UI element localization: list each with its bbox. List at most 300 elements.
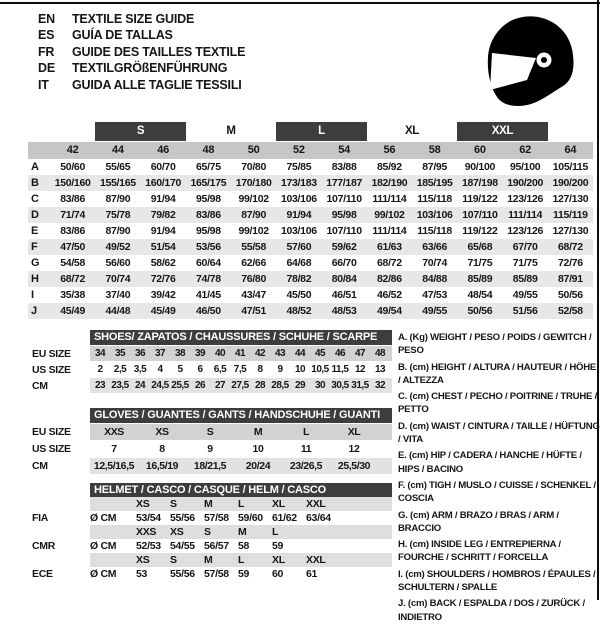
size-group-label: L — [276, 122, 367, 141]
measurement-value: 170/180 — [235, 177, 272, 189]
measurement-value: 83/86 — [60, 225, 86, 237]
helmet-size-label: XL — [272, 498, 285, 510]
measurement-value: 80/84 — [331, 273, 357, 285]
measurement-row — [28, 175, 593, 191]
measurement-letter: H — [31, 273, 39, 285]
gloves-value: M — [253, 426, 263, 438]
gloves-value: 25,5/30 — [337, 460, 371, 472]
measurement-value: 87/90 — [105, 225, 131, 237]
helmet-value: 52/53 — [136, 540, 161, 552]
measurement-value: 99/102 — [238, 193, 269, 205]
shoes-table — [32, 330, 392, 394]
shoes-value: 37 — [154, 348, 166, 359]
measurement-row — [28, 271, 593, 287]
shoes-row-label: CM — [32, 379, 48, 392]
shoes-value: 11,5 — [331, 364, 349, 375]
shoes-value: 31,5 — [351, 380, 369, 391]
measurement-value: 35/38 — [60, 289, 86, 301]
gloves-value: XL — [347, 426, 361, 438]
helmet-value: 61/62 — [272, 512, 297, 524]
helmet-size-label: M — [238, 526, 247, 538]
shoes-value: 9 — [277, 364, 283, 375]
helmet-values-row — [32, 539, 392, 553]
measurement-value: 43/47 — [241, 289, 267, 301]
measurement-letter: B — [31, 177, 39, 189]
helmet-sizes-spacer — [32, 525, 90, 539]
shoes-row-values — [90, 378, 392, 393]
measurement-value: 44/48 — [105, 305, 131, 317]
shoes-value: 29 — [294, 380, 306, 391]
shoes-value: 26 — [194, 380, 206, 391]
measurement-value: 87/90 — [105, 193, 131, 205]
measurement-value: 65/75 — [195, 161, 221, 173]
gloves-row-values — [90, 458, 392, 474]
measurement-value: 111/114 — [508, 209, 543, 221]
helmet-value: 53/54 — [136, 512, 161, 524]
gloves-value: XS — [155, 426, 169, 438]
measurement-letter: G — [31, 257, 40, 269]
helmet-unit-label: Ø CM — [90, 512, 117, 524]
measurement-value: 105/115 — [552, 161, 589, 173]
measurement-value: 160/170 — [145, 177, 182, 189]
legend-item: F. (cm) TIGH / MUSLO / CUISSE / SCHENKEL / COSCIA — [398, 479, 596, 505]
helmet-values-row — [32, 567, 392, 581]
measurement-value: 59/62 — [331, 241, 357, 253]
helmet-value: 58 — [238, 540, 250, 552]
measurement-row — [28, 239, 593, 255]
measurement-value: 150/160 — [54, 177, 91, 189]
measurement-letter: A — [31, 161, 39, 173]
helmet-header-spacer — [32, 483, 90, 497]
measurement-value: 87/90 — [241, 209, 267, 221]
measurement-value: 72/76 — [557, 257, 583, 269]
shoes-value: 45 — [314, 348, 326, 359]
language-title-row — [38, 44, 245, 60]
measurement-value: 85/92 — [376, 161, 402, 173]
shoes-value: 7,5 — [233, 364, 247, 375]
shoes-value: 12 — [354, 364, 366, 375]
gloves-header-spacer — [32, 408, 90, 423]
legend-item: E. (cm) HIP / CADERA / HANCHE / HÜFTE / HIPS / BACINO — [398, 450, 582, 475]
shoes-row-label: US SIZE — [32, 363, 71, 376]
shoes-value: 34 — [94, 348, 106, 359]
size-group-label: M — [226, 125, 236, 137]
gloves-row — [32, 441, 392, 457]
helmet-standard-label: ECE — [32, 568, 53, 580]
measurement-value: 165/175 — [190, 177, 227, 189]
measurement-value: 107/110 — [326, 193, 362, 205]
measurement-value: 76/80 — [241, 273, 267, 285]
measurement-value: 37/40 — [105, 289, 131, 301]
measurement-value: 95/98 — [331, 209, 357, 221]
shoes-value: 24 — [134, 380, 146, 391]
measurement-value: 50/56 — [467, 305, 493, 317]
measurement-value: 111/114 — [372, 193, 407, 205]
shoes-value: 2,5 — [113, 364, 127, 375]
measurement-value: 55/58 — [241, 241, 267, 253]
size-group-spacer — [28, 122, 95, 141]
measurement-value: 95/100 — [509, 161, 541, 173]
legend-item: H. (cm) INSIDE LEG / ENTREPIERNA / FOURCHE / SCHRITT / FORCELLA — [398, 539, 561, 564]
shoes-row-values — [90, 362, 392, 377]
measurement-value: 123/126 — [507, 225, 544, 237]
helmet-value: 61 — [306, 568, 318, 580]
gloves-row-label: CM — [32, 460, 48, 472]
shoes-value: 36 — [134, 348, 146, 359]
helmet-value: 63/64 — [306, 512, 331, 524]
measurement-value: 91/94 — [150, 225, 176, 237]
measurement-value: 111/114 — [372, 225, 407, 237]
helmet-value: 59/60 — [238, 512, 263, 524]
shoes-value: 28 — [254, 380, 266, 391]
size-number: 48 — [202, 144, 215, 156]
top-border-line — [0, 2, 600, 4]
measurement-row — [28, 223, 593, 239]
gloves-value: 12 — [348, 443, 360, 455]
language-title-row — [38, 60, 245, 76]
measurement-value: 45/49 — [60, 305, 86, 317]
helmet-size-label: XS — [136, 554, 150, 566]
measurement-value: 187/198 — [461, 177, 498, 189]
legend-item: C. (cm) CHEST / PECHO / POITRINE / TRUHE / PETTO — [398, 391, 597, 416]
measurement-value: 87/91 — [557, 273, 583, 285]
size-number: 42 — [66, 144, 79, 156]
textile-size-table — [28, 122, 593, 319]
helmet-sizes-spacer — [32, 497, 90, 511]
gloves-row — [32, 458, 392, 474]
shoes-value: 10 — [294, 364, 306, 375]
gloves-row-values — [90, 424, 392, 440]
measurement-value: 103/106 — [280, 193, 317, 205]
measurement-value: 70/74 — [105, 273, 131, 285]
measurement-value: 57/60 — [286, 241, 312, 253]
measurement-value: 55/65 — [105, 161, 131, 173]
size-number: 62 — [519, 144, 531, 156]
gloves-table — [32, 408, 392, 475]
language-code: EN — [38, 12, 55, 26]
helmet-size-label: L — [238, 554, 245, 566]
measurement-value: 91/94 — [286, 209, 312, 221]
measurement-value: 71/74 — [60, 209, 86, 221]
helmet-size-label: XL — [272, 554, 285, 566]
shoes-value: 27,5 — [231, 380, 249, 391]
shoes-value: 35 — [114, 348, 126, 359]
shoes-value: 13 — [374, 364, 386, 375]
measurement-value: 48/52 — [286, 305, 312, 317]
measurement-value: 48/54 — [467, 289, 493, 301]
measurement-value: 58/62 — [150, 257, 176, 269]
measurement-value: 47/51 — [241, 305, 267, 317]
measurement-value: 60/64 — [195, 257, 221, 269]
measurement-value: 190/200 — [552, 177, 589, 189]
legend-item: J. (cm) BACK / ESPALDA / DOS / ZURÜCK / INDIETRO — [398, 598, 585, 623]
measurement-value: 115/118 — [417, 193, 452, 205]
measurement-value: 70/80 — [241, 161, 267, 173]
measurement-value: 127/130 — [552, 193, 589, 205]
shoes-row — [32, 362, 392, 377]
size-header-corner — [28, 142, 50, 159]
size-group-header-row — [28, 122, 593, 141]
measurement-value: 39/42 — [150, 289, 176, 301]
gloves-value: 7 — [111, 443, 117, 455]
shoes-value: 25,5 — [171, 380, 189, 391]
size-number: 50 — [247, 144, 260, 156]
helmet-value: 53 — [136, 568, 148, 580]
gloves-table-title: GLOVES / GUANTES / GANTS / HANDSCHUHE / GUANTI — [90, 408, 392, 423]
helmet-size-label: S — [170, 498, 177, 510]
language-title: TEXTILE SIZE GUIDE — [72, 12, 195, 26]
size-number-header-row — [28, 142, 593, 159]
shoes-row — [32, 378, 392, 393]
measurement-value: 70/74 — [422, 257, 448, 269]
shoes-value: 38 — [174, 348, 186, 359]
measurement-row — [28, 159, 593, 175]
gloves-row — [32, 424, 392, 440]
helmet-size-label: XS — [136, 498, 150, 510]
gloves-value: 18/21,5 — [193, 460, 227, 472]
measurement-letter: D — [31, 209, 39, 221]
measurement-value: 182/190 — [371, 177, 408, 189]
helmet-size-label: S — [204, 526, 211, 538]
language-title-row — [38, 11, 245, 27]
measurement-value: 45/50 — [286, 289, 312, 301]
helmet-value: 59 — [238, 568, 250, 580]
measurement-value: 41/45 — [195, 289, 221, 301]
measurement-value: 85/89 — [512, 273, 538, 285]
measurement-value: 71/75 — [467, 257, 493, 269]
gloves-value: 16,5/19 — [145, 460, 179, 472]
helmet-value: 55/56 — [170, 512, 195, 524]
shoes-row-label: EU SIZE — [32, 347, 71, 360]
measurement-value: 52/58 — [557, 305, 583, 317]
shoes-value: 5 — [177, 364, 183, 375]
language-code: DE — [38, 61, 55, 76]
helmet-table — [32, 483, 392, 581]
measurement-row — [28, 287, 593, 303]
size-number: 54 — [338, 144, 350, 156]
legend-item: I. (cm) SHOULDERS / HOMBROS / ÉPAULES / SCHULTERN / SPALLE — [398, 568, 596, 593]
measurement-value: 177/187 — [326, 177, 363, 189]
shoes-value: 23,5 — [111, 380, 129, 391]
shoes-value: 41 — [234, 348, 246, 359]
measurement-value: 79/82 — [150, 209, 176, 221]
measurement-value: 46/50 — [195, 305, 221, 317]
helmet-standard-label: CMR — [32, 540, 56, 552]
size-number: 58 — [428, 144, 441, 156]
measurement-value: 49/55 — [512, 289, 538, 301]
helmet-sizes-spacer — [32, 553, 90, 567]
helmet-sizes-row — [32, 525, 392, 539]
helmet-size-label: XS — [170, 526, 184, 538]
measurement-value: 83/88 — [331, 161, 357, 173]
measurement-legend — [398, 331, 600, 627]
measurement-value: 50/56 — [557, 289, 583, 301]
helmet-value: 57/58 — [204, 512, 229, 524]
measurement-value: 63/66 — [422, 241, 448, 253]
language-code: IT — [38, 77, 49, 92]
helmet-unit-label: Ø CM — [90, 540, 117, 552]
shoes-header-spacer — [32, 330, 90, 345]
measurement-letter: F — [31, 241, 38, 253]
gloves-value: 12,5/16,5 — [93, 460, 135, 472]
gloves-value: L — [302, 426, 309, 438]
gloves-row-label: US SIZE — [32, 443, 71, 455]
gloves-rows — [32, 424, 392, 474]
helmet-size-label: XXL — [306, 498, 326, 510]
shoes-value: 46 — [334, 348, 346, 359]
measurement-value: 85/89 — [467, 273, 493, 285]
helmet-unit-label: Ø CM — [90, 568, 117, 580]
shoes-value: 4 — [157, 364, 163, 375]
shoes-value: 30 — [314, 380, 326, 391]
gloves-value: S — [206, 426, 214, 438]
measurement-value: 115/119 — [553, 209, 588, 221]
measurement-value: 83/86 — [195, 209, 221, 221]
racing-helmet-icon — [477, 12, 577, 106]
measurement-value: 60/70 — [150, 161, 176, 173]
measurement-value: 155/165 — [99, 177, 136, 189]
shoes-value: 42 — [254, 348, 266, 359]
helmet-sizes-row — [32, 497, 392, 511]
measurement-value: 54/58 — [60, 257, 86, 269]
shoes-value: 24,5 — [151, 380, 169, 391]
legend-item: G. (cm) ARM / BRAZO / BRAS / ARM / BRACCIO — [398, 509, 559, 534]
size-number: 64 — [564, 144, 577, 156]
measurement-value: 84/88 — [422, 273, 448, 285]
size-number: 46 — [157, 144, 169, 156]
measurement-value: 47/53 — [422, 289, 448, 301]
helmet-size-label: L — [272, 526, 279, 538]
helmet-standard-label: FIA — [32, 512, 49, 524]
measurement-value: 95/98 — [195, 193, 221, 205]
measurement-value: 49/55 — [422, 305, 448, 317]
measurement-value: 90/100 — [464, 161, 496, 173]
helmet-value: 60 — [272, 568, 284, 580]
legend-item: D. (cm) WAIST / CINTURA / TAILLE / HÜFTUNG / VITA — [398, 420, 600, 445]
measurement-value: 48/53 — [331, 305, 357, 317]
helmet-sizes-row — [32, 553, 392, 567]
legend-item: B. (cm) HEIGHT / ALTURA / HAUTEUR / HÖHE / ALTEZZA — [398, 361, 597, 386]
measurement-value: 46/52 — [376, 289, 402, 301]
measurement-value: 64/68 — [286, 257, 312, 269]
measurement-value: 103/106 — [280, 225, 317, 237]
shoes-value: 6 — [197, 364, 203, 375]
size-group-label: XL — [404, 125, 420, 137]
shoes-value: 6,5 — [213, 364, 227, 375]
measurement-value: 50/60 — [60, 161, 86, 173]
measurement-value: 49/54 — [376, 305, 402, 317]
measurement-value: 99/102 — [374, 209, 405, 221]
shoes-row — [32, 346, 392, 361]
measurement-letter: J — [31, 305, 37, 317]
helmet-value: 54/55 — [170, 540, 195, 552]
language-title: GUIDE DES TAILLES TEXTILE — [72, 44, 246, 59]
shoes-value: 10,5 — [311, 364, 329, 375]
measurement-letter: C — [31, 193, 39, 205]
measurement-row — [28, 207, 593, 223]
shoes-value: 40 — [214, 348, 226, 359]
helmet-size-label: XXL — [306, 554, 326, 566]
language-title: TEXTILGRÖßENFÜHRUNG — [72, 61, 228, 76]
shoes-header-row — [32, 330, 392, 345]
measurement-row — [28, 303, 593, 319]
measurement-value: 45/49 — [150, 305, 176, 317]
measurement-value: 46/51 — [331, 289, 357, 301]
measurement-value: 75/85 — [286, 161, 312, 173]
helmet-table-title: HELMET / CASCO / CASQUE / HELM / CASCO — [90, 483, 392, 497]
size-number: 52 — [293, 144, 305, 156]
gloves-value: 8 — [159, 443, 165, 455]
size-number: 44 — [112, 144, 124, 156]
shoes-value: 43 — [274, 348, 286, 359]
measurement-value: 107/110 — [326, 225, 362, 237]
gloves-value: 11 — [300, 443, 312, 455]
size-number: 60 — [474, 144, 486, 156]
measurement-value: 78/82 — [286, 273, 312, 285]
gloves-value: XXS — [104, 426, 124, 438]
gloves-value: 23/26,5 — [289, 460, 323, 472]
measurement-value: 72/76 — [150, 273, 176, 285]
shoes-value: 23 — [94, 380, 106, 391]
measurement-rows — [28, 159, 593, 319]
shoes-value: 30,5 — [331, 380, 349, 391]
shoes-value: 32 — [374, 380, 386, 391]
measurement-value: 127/130 — [552, 225, 589, 237]
size-group-label: S — [95, 122, 186, 141]
size-group-label: XXL — [457, 122, 548, 141]
shoes-value: 44 — [294, 348, 306, 359]
helmet-size-label: XXS — [136, 526, 157, 538]
measurement-value: 173/183 — [280, 177, 317, 189]
gloves-header-row — [32, 408, 392, 423]
language-title-block — [38, 11, 245, 93]
measurement-letter: E — [31, 225, 39, 237]
measurement-value: 61/63 — [376, 241, 402, 253]
language-title: GUÍA DE TALLAS — [72, 28, 173, 43]
measurement-value: 95/98 — [195, 225, 221, 237]
measurement-value: 99/102 — [238, 225, 269, 237]
shoes-value: 3,5 — [133, 364, 147, 375]
helmet-header-row — [32, 483, 392, 497]
shoes-value: 48 — [374, 348, 386, 359]
gloves-row-values — [90, 441, 392, 457]
shoes-rows — [32, 346, 392, 393]
shoes-value: 2 — [97, 364, 103, 375]
shoes-value: 8 — [257, 364, 263, 375]
shoes-value: 47 — [354, 348, 366, 359]
measurement-value: 74/78 — [195, 273, 221, 285]
measurement-value: 53/56 — [195, 241, 221, 253]
helmet-size-label: M — [204, 554, 213, 566]
measurement-value: 115/118 — [417, 225, 452, 237]
language-code: FR — [38, 44, 55, 59]
helmet-values-row — [32, 511, 392, 525]
helmet-value: 59 — [272, 540, 284, 552]
measurement-value: 71/75 — [512, 257, 538, 269]
language-title-row — [38, 77, 245, 93]
helmet-value: 55/56 — [170, 568, 195, 580]
gloves-value: 10 — [252, 443, 264, 455]
measurement-value: 51/56 — [512, 305, 538, 317]
measurement-value: 123/126 — [507, 193, 544, 205]
language-title-row — [38, 27, 245, 43]
helmet-value: 56/57 — [204, 540, 229, 552]
helmet-size-label: L — [238, 498, 245, 510]
measurement-value: 107/110 — [462, 209, 498, 221]
measurement-value: 51/54 — [150, 241, 176, 253]
language-code: ES — [38, 28, 55, 43]
measurement-value: 83/86 — [60, 193, 86, 205]
